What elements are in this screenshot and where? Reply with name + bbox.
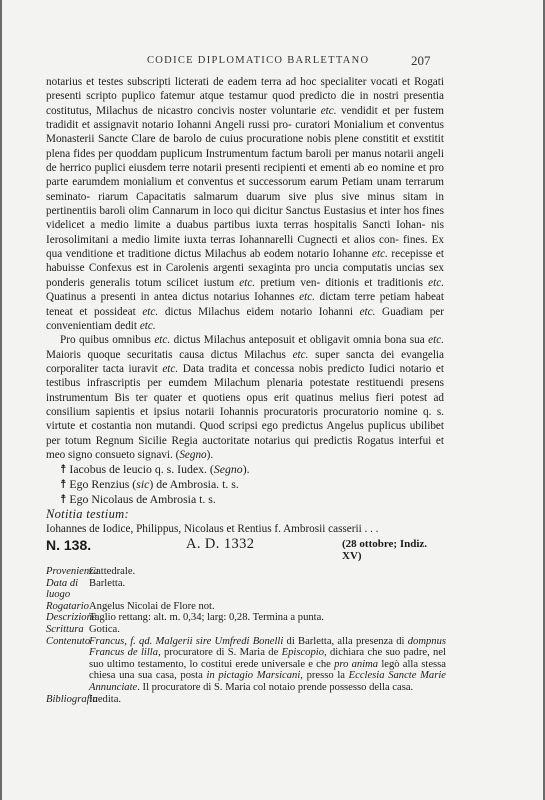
metadata-row: Bibliografia Inedita.	[46, 693, 122, 705]
paragraph: Pro quibus omnibus etc. dictus Milachus anteposuit et obligavit omnia bona sua etc. Maioris quoque securitatis causa dictus Milachus etc. super sancta dei evangelia corporaliter tacta iuravit etc. Data tradita et concessa nobis predicto Iudici notario et testibus infrascriptis per eumdem Milachum plenaria potestate restituendi presens instrumentum Bis ter quater et quotiens opus erit quatinus melius fieri potest ad consilium sapientis et ipsius notarii Iohannis procuratoris procuratorio nomine q. s. virtute et costantia non mutandi. Quod scripsi ego predictus Angelus puplicus ubilibet per totum Regnum Sicilie Regia auctoritate notarius qui predictis Rogatus interfui et meo signo consueto signavi. (Segno).	[46, 334, 445, 461]
metadata-row: Descrizione Taglio rettang: alt. m. 0,34; larg: 0,28. Termina a punta.	[46, 612, 324, 624]
metadata-row: Provenienza Cattedrale.	[46, 566, 136, 577]
document-number: N. 138.	[46, 537, 92, 553]
page-header	[2, 55, 543, 69]
document-year: A. D. 1332	[186, 536, 255, 552]
signature-line: ☨ Iacobus de leucio q. s. Iudex. (Segno).	[60, 462, 250, 477]
page-number: 207	[411, 53, 431, 68]
document-heading	[46, 536, 446, 562]
running-title: CODICE DIPLOMATICO BARLETTANO	[147, 55, 370, 66]
cross-mark: ☨	[60, 492, 67, 507]
metadata-row: Rogatario Angelus Nicolai de Flore not.	[46, 600, 215, 612]
witness-list: Iohannes de Iodice, Philippus, Nicolaus et Rentius f. Ambrosii casserii . . .	[46, 523, 379, 536]
cross-mark: ☨	[60, 462, 67, 477]
metadata-row-contenuto: Contenuto Francus, f. qd. Malgerii sire Umfredi Bonelli di Barletta, alla presenza di dompnus Francus de lilla, procuratore di S. Maria de Episcopio, dichiara che suo padre, nel suo ultimo testamento, lo costitui erede universale e che pro anima legò alla stessa chiesa una sua casa, posta in pictagio Marsicani, presso la Ecclesia Sancte Marie Annunciate. Il procuratore di S. Maria col notaio prende possesso della casa.	[46, 635, 446, 693]
document-dating: (28 ottobre; Indiz. XV)	[342, 538, 428, 562]
paragraph: notarius et testes subscripti licterati de eadem terra ad hoc specialiter vocati et Rogati presenti scripto puplico fatemur atque testamur quod predicto die in nostri presentia costitutus, Milachus de nicastro concivis noster voluntarie etc. vendidit et per fustem tradidit et assignavit notario Iohanni Angeli russi pro- curatori Monialium et conventus Monasterii Sancte Clare de barolo de cuius procuratione nobis plene constitit et exstitit plena fides per quoddam puplicum Instrumentum factum baroli per manus notarii angeli de herrico puplici eiusdem terre notarii presenti recipienti et ementi ab eo nomine et pro parte earumdem monialium et conventus et successorum earum Petiam unam terrarum seminato- riarum Capacitatis salmarum duarum sive plus sive minus sitam in pertinentiis baroli olim Cannarum in loco qui dicitur Sanctus Eustasius et inter hos fines videlicet a medio limite a duabus partibus iuxta terras hospitalis Sancti Iohan- nis Ierosolimitani a medio limite iuxta terras Iohannarelli Cugnecti et alios con- fines. Ex qua venditione et traditione dictus Milachus ab eodem notario Iohanne etc. recepisse et habuisse Confexus est in Carolenis argenti sexaginta pro uncia computatis uncias sex ponderis generalis totum scilicet iustum etc. pretium ven- ditionis et traditionis etc. Quatinus a presenti in antea dictus notarius Iohannes etc. dictam terre petiam habeat teneat et possideat etc. dictus Milachus eidem notario Iohanni etc. Guadiam per convenientiam dedit etc.	[46, 76, 445, 332]
metadata-row: Scrittura Gotica.	[46, 623, 120, 635]
charter-text	[46, 75, 444, 536]
cross-mark: ☨	[60, 477, 67, 492]
metadata-table	[46, 566, 446, 705]
signature-line: ☨ Ego Nicolaus de Ambrosia t. s.	[60, 492, 216, 507]
metadata-row: Data di luogo Barletta.	[46, 577, 126, 601]
signature-line: ☨ Ego Renzius (sic) de Ambrosia. t. s.	[60, 477, 239, 492]
document-page	[2, 0, 543, 800]
notitia-heading: Notitia testium:	[46, 507, 129, 522]
